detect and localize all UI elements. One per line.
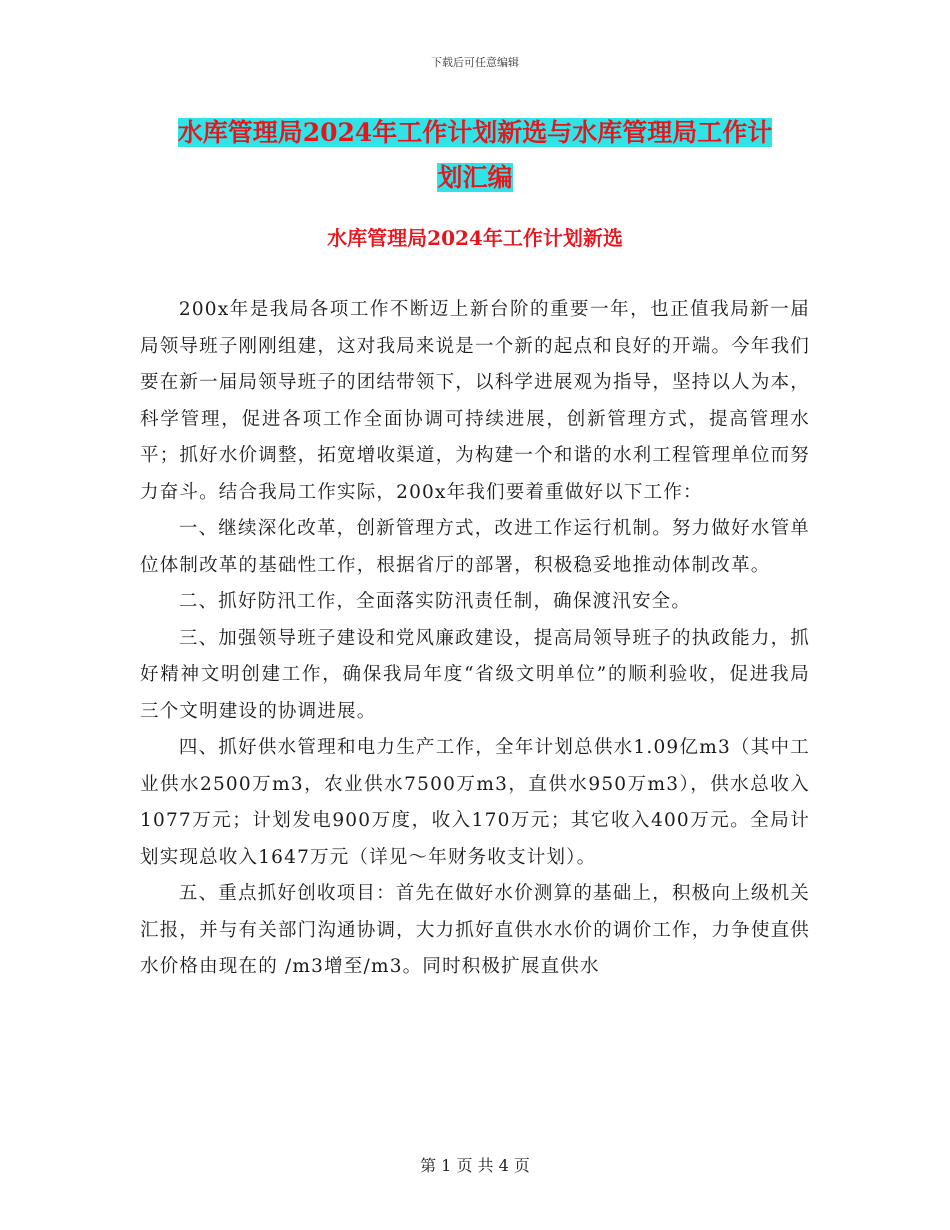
paragraph-intro: 200x年是我局各项工作不断迈上新台阶的重要一年，也正值我局新一届局领导班子刚刚组建，这对我局来说是一个新的起点和良好的开端。今年我们要在新一届局领导班子的团结带领下，以科学进展观为指导，坚持以人为本，科学管理，促进各项工作全面协调可持续进展，创新管理方式，提高管理水平；抓好水价调整，拓宽增收渠道，为构建一个和谐的水利工程管理单位而努力奋斗。结合我局工作实际，200x年我们要着重做好以下工作： <box>140 299 810 503</box>
paragraph-item-3: 三、加强领导班子建设和党风廉政建设，提高局领导班子的执政能力，抓好精神文明创建工作，确保我局年度“省级文明单位”的顺利验收，促进我局三个文明建设的协调进展。 <box>140 627 810 722</box>
paragraph-item-2: 二、抓好防汛工作，全面落实防汛责任制，确保渡汛安全。 <box>178 591 692 612</box>
paragraph-item-1: 一、继续深化改革，创新管理方式，改进工作运行机制。努力做好水管单位体制改革的基础性工作，根据省厅的部署，积极稳妥地推动体制改革。 <box>140 518 810 576</box>
document-title-line-1: 水库管理局2024年工作计划新选与水库管理局工作计 <box>177 118 773 147</box>
document-title <box>140 110 810 200</box>
page-footer: 第 1 页 共 4 页 <box>420 1156 530 1175</box>
document-title-line-2: 划汇编 <box>437 163 513 192</box>
header-note: 下载后可任意编辑 <box>431 56 519 69</box>
paragraph-item-4: 四、抓好供水管理和电力生产工作，全年计划总供水1.09亿m3（其中工业供水2500万m3，农业供水7500万m3，直供水950万m3），供水总收入1077万元；计划发电900万度，收入170万元；其它收入400万元。全局计划实现总收入1647万元（详见～年财务收支计划）。 <box>140 737 810 868</box>
section-title: 水库管理局2024年工作计划新选 <box>327 226 623 250</box>
document-body <box>140 292 810 986</box>
paragraph-item-5: 五、重点抓好创收项目：首先在做好水价测算的基础上，积极向上级机关汇报，并与有关部门沟通协调，大力抓好直供水水价的调价工作，力争使直供水价格由现在的 /m3增至/m3。同时积极扩展直供水 <box>140 883 810 977</box>
